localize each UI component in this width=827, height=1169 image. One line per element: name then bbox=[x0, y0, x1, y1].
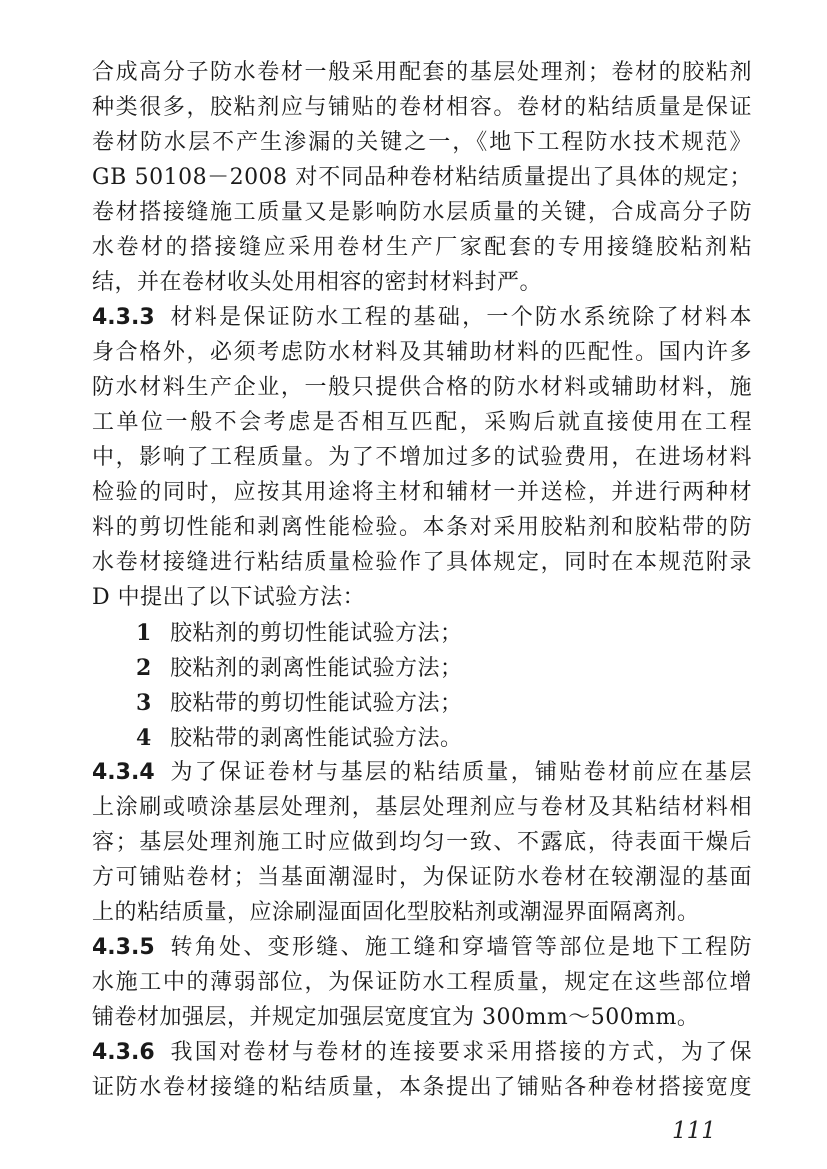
list-item-number: 4 bbox=[136, 725, 152, 751]
list-item bbox=[136, 618, 463, 650]
section-4-3-6-line: 证防水卷材接缝的粘结质量，本条提出了铺贴各种卷材搭接宽度 bbox=[92, 1075, 752, 1100]
section-number: 4.3.3 bbox=[92, 305, 155, 330]
section-4-3-4-line: 方可铺贴卷材；当基面潮湿时，为保证防水卷材在较潮湿的基面 bbox=[92, 865, 752, 890]
section-4-3-3-line: 料的剪切性能和剥离性能检验。本条对采用胶粘剂和胶粘带的防 bbox=[92, 515, 752, 540]
section-text: 为了保证卷材与基层的粘结质量，铺贴卷材前应在基层 bbox=[168, 760, 752, 785]
intro-line-1: 合成高分子防水卷材一般采用配套的基层处理剂；卷材的胶粘剂 bbox=[92, 60, 752, 85]
section-4-3-5-line: 水施工中的薄弱部位，为保证防水工程质量，规定在这些部位增 bbox=[92, 970, 752, 995]
section-number: 4.3.5 bbox=[92, 935, 155, 960]
intro-line-5: 卷材搭接缝施工质量又是影响防水层质量的关键，合成高分子防 bbox=[92, 200, 752, 225]
section-4-3-4-line: 容；基层处理剂施工时应做到均匀一致、不露底，待表面干燥后 bbox=[92, 830, 752, 855]
intro-line-3: 卷材防水层不产生渗漏的关键之一，《地下工程防水技术规范》 bbox=[92, 130, 752, 155]
section-4-3-5-first-line bbox=[92, 933, 752, 965]
section-4-3-4-line: 上涂刷或喷涂基层处理剂，基层处理剂应与卷材及其粘结材料相 bbox=[92, 795, 752, 820]
list-item-text: 胶粘带的剪切性能试验方法； bbox=[170, 691, 463, 716]
intro-line-2: 种类很多，胶粘剂应与铺贴的卷材相容。卷材的粘结质量是保证 bbox=[92, 95, 752, 120]
page-number: 111 bbox=[672, 1118, 716, 1144]
list-item bbox=[136, 688, 463, 720]
section-4-3-3-line: 防水材料生产企业，一般只提供合格的防水材料或辅助材料，施 bbox=[92, 375, 752, 400]
section-4-3-4-line: 上的粘结质量，应涂刷湿面固化型胶粘剂或潮湿界面隔离剂。 bbox=[92, 900, 700, 925]
section-4-3-6-first-line bbox=[92, 1038, 752, 1070]
list-item bbox=[136, 723, 463, 755]
section-number: 4.3.4 bbox=[92, 760, 155, 785]
list-item-number: 2 bbox=[136, 655, 152, 681]
list-item-text: 胶粘剂的剪切性能试验方法； bbox=[170, 621, 463, 646]
list-item-text: 胶粘剂的剥离性能试验方法； bbox=[170, 656, 463, 681]
section-text: 我国对卷材与卷材的连接要求采用搭接的方式，为了保 bbox=[168, 1040, 752, 1065]
section-number: 4.3.6 bbox=[92, 1040, 155, 1065]
intro-line-4: GB 50108－2008 对不同品种卷材粘结质量提出了具体的规定； bbox=[92, 165, 752, 190]
section-4-3-5-line: 铺卷材加强层，并规定加强层宽度宜为 300mm～500mm。 bbox=[92, 1005, 700, 1030]
list-item-number: 3 bbox=[136, 690, 152, 716]
section-4-3-3-line: 水卷材接缝进行粘结质量检验作了具体规定，同时在本规范附录 bbox=[92, 550, 752, 575]
list-item-text: 胶粘带的剥离性能试验方法。 bbox=[170, 726, 463, 751]
section-4-3-3-line: 检验的同时，应按其用途将主材和辅材一并送检，并进行两种材 bbox=[92, 480, 752, 505]
intro-line-6: 水卷材的搭接缝应采用卷材生产厂家配套的专用接缝胶粘剂粘 bbox=[92, 235, 752, 260]
section-4-3-3-line: 身合格外，必须考虑防水材料及其辅助材料的匹配性。国内许多 bbox=[92, 340, 752, 365]
section-text: 材料是保证防水工程的基础，一个防水系统除了材料本 bbox=[168, 305, 752, 330]
section-4-3-4-first-line bbox=[92, 758, 752, 790]
section-4-3-3-first-line bbox=[92, 303, 752, 335]
list-item-number: 1 bbox=[136, 620, 152, 646]
section-4-3-3-line: 工单位一般不会考虑是否相互匹配，采购后就直接使用在工程 bbox=[92, 410, 752, 435]
section-4-3-3-line: D 中提出了以下试验方法： bbox=[92, 585, 366, 610]
intro-line-7: 结，并在卷材收头处用相容的密封材料封严。 bbox=[92, 270, 543, 295]
list-item bbox=[136, 653, 463, 685]
section-text: 转角处、变形缝、施工缝和穿墙管等部位是地下工程防 bbox=[168, 935, 752, 960]
section-4-3-3-line: 中，影响了工程质量。为了不增加过多的试验费用，在进场材料 bbox=[92, 445, 752, 470]
